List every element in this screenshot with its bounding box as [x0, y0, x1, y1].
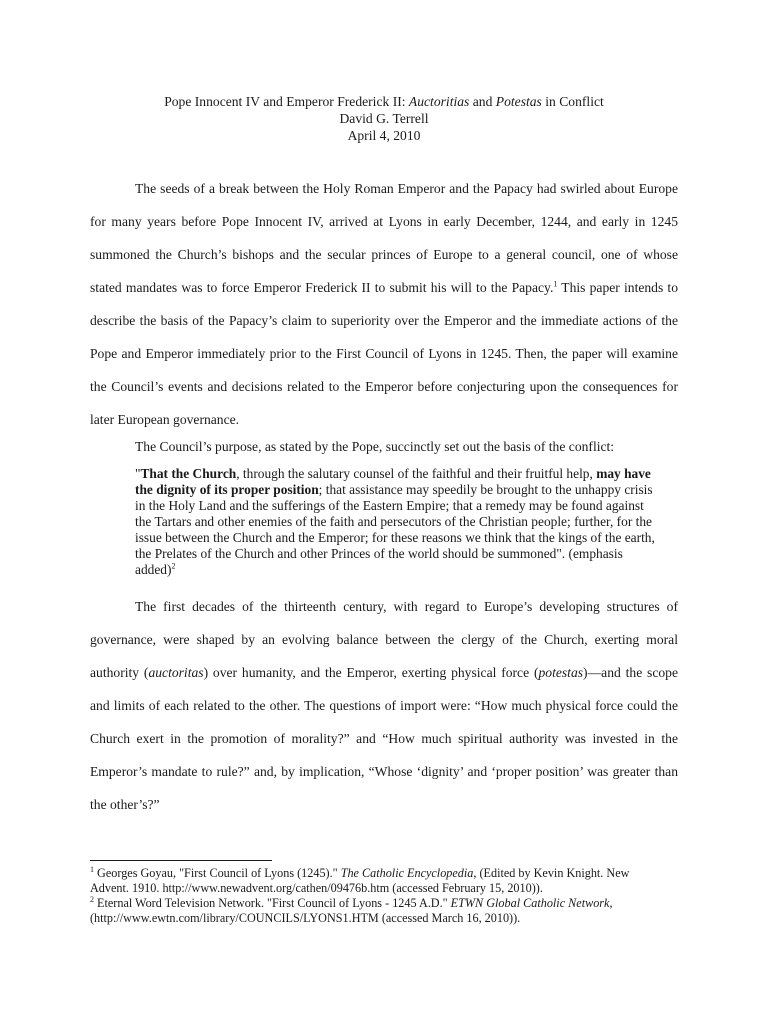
- paragraph-line: stated mandates was to force Emperor Frederick II to submit his will to the Papacy.$^1$ This paper intends to: [90, 279, 679, 295]
- paragraph-line: later European governance.: [90, 412, 240, 427]
- paragraph-line: The seeds of a break between the Holy Roman Emperor and the Papacy had swirled about Europe: [135, 181, 678, 196]
- footnotes: [90, 866, 678, 926]
- paper-title: Pope Innocent IV and Emperor Frederick II: Auctoritias and Potestas in Conflict: [164, 94, 604, 109]
- block-quote: [135, 466, 655, 578]
- paragraph-line: the Council’s events and decisions related to the Emperor before conjecturing upon the consequences for: [90, 379, 678, 394]
- quote-line: the dignity of its proper position; that assistance may speedily be brought to the unhappy crisis: [135, 482, 653, 497]
- paragraph-line: Church exert in the promotion of morality?” and “How much spiritual authority was invested in the: [90, 731, 678, 746]
- quote-line: the Tartars and other enemies of the faith and persecutors of the Christian people; further, for the: [135, 514, 652, 529]
- quote-line: "That the Church, through the salutary counsel of the faithful and their fruitful help, may have: [135, 466, 651, 481]
- paragraph-line: describe the basis of the Papacy’s claim to superiority over the Emperor and the immediate actions of the: [90, 313, 678, 328]
- paragraph-line: Emperor’s mandate to rule?” and, by implication, “Whose ‘dignity’ and ‘proper position’ was greater than: [90, 764, 678, 779]
- date: April 4, 2010: [347, 128, 421, 143]
- paragraph-line: and limits of each related to the other. The questions of import were: “How much physical force could the: [90, 698, 678, 713]
- footnote-2: $^2$ Eternal Word Television Network. "First Council of Lyons - 1245 A.D." ETWN Global Catholic Network,: [90, 894, 613, 910]
- footnote-ref-1[interactable]: 1: [553, 279, 558, 289]
- footnote-ref-2[interactable]: 2: [171, 561, 176, 571]
- paragraph-3: [90, 590, 678, 821]
- paragraph-line: the other’s?”: [90, 797, 160, 812]
- paragraph-line: authority (auctoritas) over humanity, and the Emperor, exerting physical force (potestas)—and the scope: [90, 665, 679, 680]
- title-block: [90, 93, 678, 144]
- quote-line: the Prelates of the Church and other Princes of the world should be summoned". (emphasis: [135, 546, 623, 561]
- author: David G. Terrell: [339, 111, 429, 126]
- footnote-1: $^1$ Georges Goyau, "First Council of Lyons (1245)." The Catholic Encyclopedia, (Edited by Kevin Knight. New: [90, 864, 630, 880]
- quote-line: added)$^2$: [135, 561, 176, 577]
- quote-line: issue between the Church and the Emperor; for these reasons we think that the kings of the earth,: [135, 530, 655, 545]
- quote-line: in the Holy Land and the sufferings of the Eastern Empire; that a remedy may be found against: [135, 498, 644, 513]
- paragraph-2: [90, 430, 678, 463]
- paragraph-1: [90, 172, 678, 436]
- paragraph-line: summoned the Church’s bishops and the secular princes of Europe to a general council, one of whose: [90, 247, 678, 262]
- footnote-separator: [90, 860, 272, 861]
- paragraph-line: for many years before Pope Innocent IV, arrived at Lyons in early December, 1244, and early in 1245: [90, 214, 678, 229]
- paragraph-line: governance, were shaped by an evolving balance between the clergy of the Church, exerting moral: [90, 632, 678, 647]
- footnote-1-cont: Advent. 1910. http://www.newadvent.org/cathen/09476b.htm (accessed February 15, 2010)).: [90, 881, 543, 895]
- footnote-2-cont: (http://www.ewtn.com/library/COUNCILS/LYONS1.HTM (accessed March 16, 2010)).: [90, 911, 521, 925]
- paragraph-line: The Council’s purpose, as stated by the Pope, succinctly set out the basis of the conflict:: [135, 439, 615, 454]
- paragraph-line: The first decades of the thirteenth century, with regard to Europe’s developing structures of: [135, 599, 678, 614]
- paragraph-line: Pope and Emperor immediately prior to the First Council of Lyons in 1245. Then, the paper will examine: [90, 346, 678, 361]
